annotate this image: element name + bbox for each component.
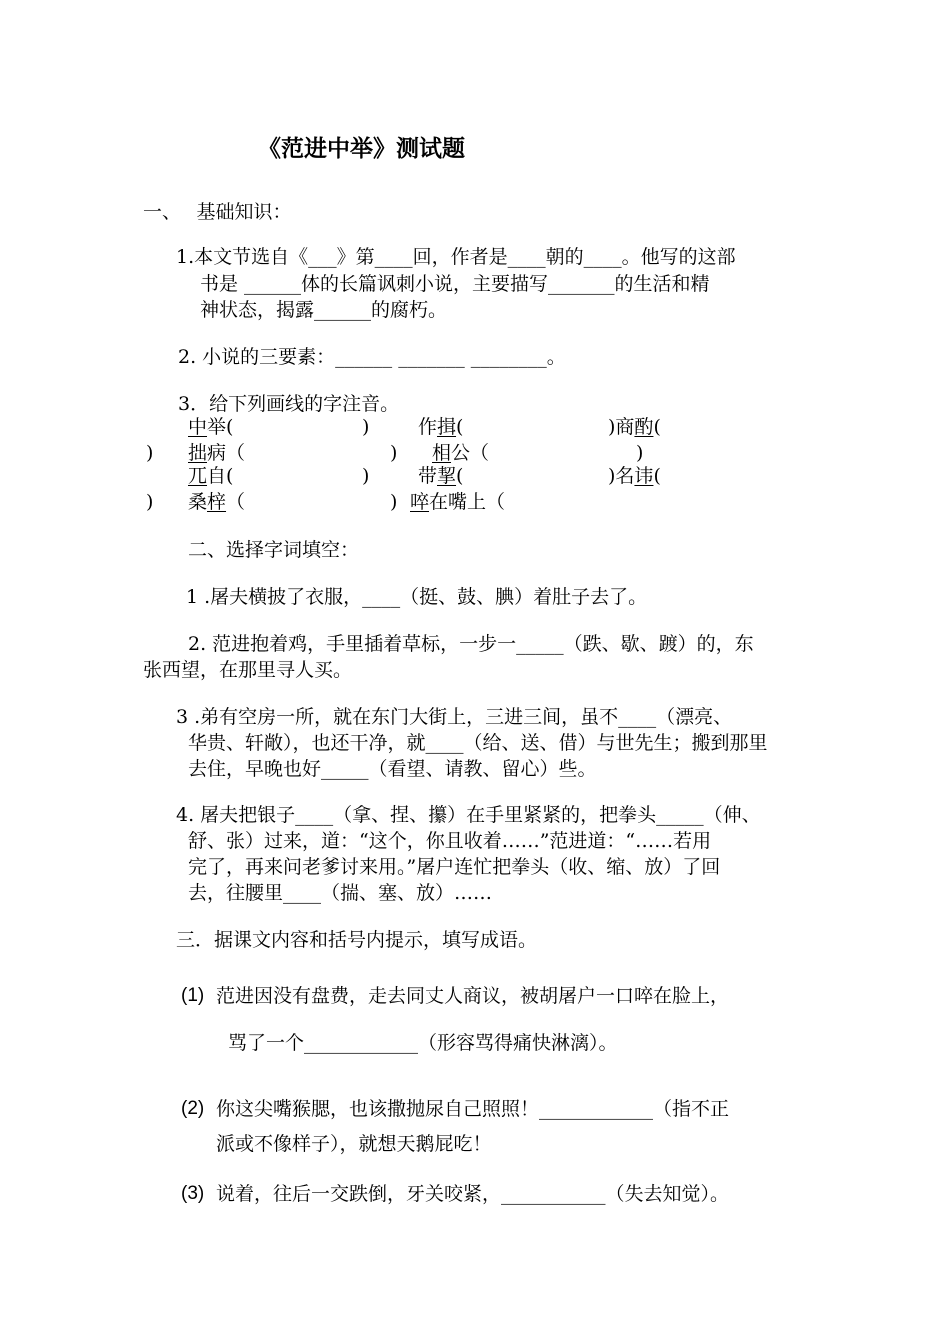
q2-text: 2. 小说的三要素：______ _______ ________。 (178, 346, 566, 368)
q3-close: ) (636, 442, 644, 464)
q3-close: ) (146, 442, 154, 464)
q3-item-minghui: )名讳( (608, 465, 661, 487)
s2-q3-line3: 去住，早晚也好_____（看望、请教、留心）些。 (188, 758, 597, 780)
s2-q2-line2: 张西望，在那里寻人买。 (143, 659, 353, 681)
s2-q4-line2: 舒、张）过来，道：“这个，你且收着……”范进道：“……若用 (188, 830, 712, 852)
q3-item-sangzi: 桑梓（ (188, 491, 246, 513)
s2-q3-line2: 华贵、轩敞），也还干净，就____（给、送、借）与世先生；搬到那里 (188, 732, 768, 754)
s3-p3-line1: 说着，往后一交跌倒，牙关咬紧，___________（失去知觉）。 (216, 1183, 730, 1205)
section3-heading: 三．据课文内容和括号内提示，填写成语。 (176, 929, 538, 951)
q3-close: ) (362, 416, 370, 438)
q3-close: ) (390, 491, 398, 513)
q3-item-zuoyi: 作揖( (418, 416, 464, 438)
q3-item-xianggong: 相公（ (432, 442, 490, 464)
s3-p2-line2: 派或不像样子），就想天鹅屁吃！ (216, 1133, 492, 1155)
s2-q4-line4: 去，往腰里____（揣、塞、放）…… (188, 882, 493, 904)
section2-heading: 二、选择字词填空： (188, 539, 360, 561)
s2-q2-line1: 2. 范进抱着鸡，手里插着草标，一步一_____（跌、歇、踱）的，东 (188, 633, 754, 655)
s2-q4-line1: 4. 屠夫把银子____（拿、捏、攥）在手里紧紧的，把拳头_____（伸、 (176, 804, 761, 826)
q3-item-cui: 啐在嘴上（ (410, 491, 506, 513)
q3-item-shangzhuo: )商酌( (608, 416, 661, 438)
s3-p3-number: (3) (181, 1183, 205, 1204)
q3-item-zhuobing: 拙病（ (188, 442, 246, 464)
q1-line3: 神状态，揭露______的腐朽。 (200, 299, 448, 321)
s2-q1: 1 .屠夫横披了衣服，____（挺、鼓、腆）着肚子去了。 (186, 586, 648, 608)
q3-close: ) (362, 465, 370, 487)
page-title: 《范进中举》测试题 (258, 136, 465, 162)
s3-p2-number: (2) (181, 1098, 205, 1119)
section1-heading: 一、 基础知识： (143, 201, 292, 223)
q1-line2: 书是 ______体的长篇讽刺小说，主要描写_______的生活和精 (200, 273, 710, 295)
q3-close: ) (390, 442, 398, 464)
s3-p1-line1: 范进因没有盘费，走去同丈人商议，被胡屠户一口啐在脸上， (216, 985, 730, 1007)
q3-item-daiqie: 带挈( (418, 465, 464, 487)
s3-p2-line1: 你这尖嘴猴腮，也该撒抛尿自己照照！____________（指不正 (216, 1098, 730, 1120)
q1-line1: 1.本文节选自《___》第____回，作者是____朝的____。他写的这部 (176, 246, 736, 268)
q3-close: ) (146, 491, 154, 513)
s3-p1-number: (1) (181, 985, 205, 1006)
q3-heading: 3．给下列画线的字注音。 (178, 393, 400, 415)
s2-q3-line1: 3 .弟有空房一所，就在东门大街上，三进三间，虽不____（漂亮、 (176, 706, 733, 728)
s3-p1-line2: 骂了一个____________（形容骂得痛快淋漓）。 (228, 1032, 618, 1054)
q3-item-zhongju: 中举( (188, 416, 234, 438)
q3-item-wuzi: 兀自( (188, 465, 234, 487)
s2-q4-line3: 完了，再来问老爹讨来用。”屠户连忙把拳头（收、缩、放）了回 (188, 856, 721, 878)
